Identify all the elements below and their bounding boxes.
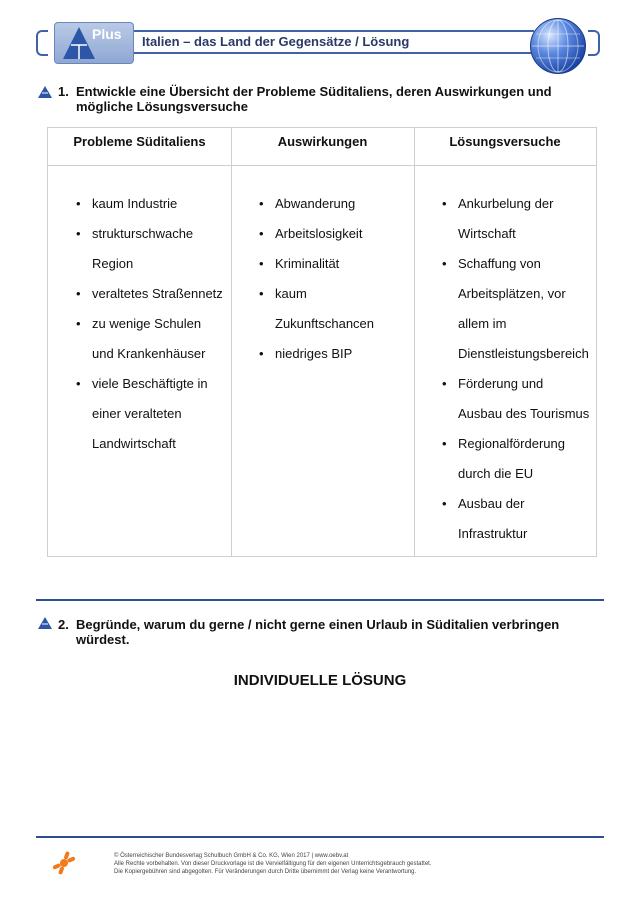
solutions-list [442, 189, 590, 549]
footer-line: Die Kopiergebühren sind abgegolten. Für Veränderungen durch Dritte übernimmt der Verlag keine Verantwortung. [114, 869, 417, 875]
list-item: • zu wenige Schulen und Krankenhäuser [76, 309, 226, 369]
header-bracket-left [36, 30, 48, 56]
list-item: • veraltetes Straßennetz [76, 279, 226, 309]
footer-line: © Österreichischer Bundesverlag Schulbuch GmbH & Co. KG, Wien 2017 | www.oebv.at [114, 853, 349, 859]
list-item: • kaum Industrie [76, 189, 226, 219]
column-header-effects: Auswirkungen [277, 134, 368, 149]
solution-text: INDIVIDUELLE LÖSUNG [233, 672, 407, 689]
list-item: • Abwanderung [259, 189, 409, 219]
list-item: • Regionalförderung durch die EU [442, 429, 590, 489]
task-triangle-icon [38, 617, 52, 629]
header-bottom-rule [134, 52, 534, 54]
list-item: • Schaffung von Arbeitsplätzen, vor allem im Dienstleistungsbereich [442, 249, 590, 369]
list-item: • Förderung und Ausbau des Tourismus [442, 369, 590, 429]
list-item: • niedriges BIP [259, 339, 409, 369]
problems-list [76, 189, 226, 459]
list-item: • Ankurbelung der Wirtschaft [442, 189, 590, 249]
publisher-logo-icon [52, 851, 76, 875]
footer-line: Alle Rechte vorbehalten. Von dieser Druckvorlage ist die Vervielfältigung für den eigenen Unterrichtsgebrauch gestattet. [114, 861, 432, 867]
list-item: • kaum Zukunftschancen [259, 279, 409, 339]
list-item: • Ausbau der Infrastruktur [442, 489, 590, 549]
globe-icon [530, 18, 586, 74]
column-header-problems: Probleme Süditaliens [73, 134, 206, 149]
column-header-solutions: Lösungsversuche [449, 134, 561, 149]
task-1-text: Entwickle eine Übersicht der Probleme Süditaliens, deren Auswirkungen und mögliche Lösungsversuche [76, 84, 552, 114]
page-title: Italien – das Land der Gegensätze / Lösung [142, 34, 410, 49]
list-item: • Arbeitslosigkeit [259, 219, 409, 249]
copyright-notice [114, 852, 432, 876]
task-2-number: 2. [58, 617, 69, 632]
task-2-text: Begründe, warum du gerne / nicht gerne einen Urlaub in Süditalien verbringen würdest. [76, 617, 560, 647]
section-divider [36, 599, 604, 601]
task-triangle-icon [38, 86, 52, 98]
list-item: • viele Beschäftigte in einer veralteten Landwirtschaft [76, 369, 226, 459]
overview-table [47, 127, 597, 557]
task-1-number: 1. [58, 84, 69, 99]
list-item: • Kriminalität [259, 249, 409, 279]
header-bracket-right [588, 30, 600, 56]
logo-label: Plus [92, 26, 122, 42]
footer-divider [36, 836, 604, 838]
effects-list [259, 189, 409, 369]
list-item: • strukturschwache Region [76, 219, 226, 279]
header-top-rule [134, 30, 534, 32]
